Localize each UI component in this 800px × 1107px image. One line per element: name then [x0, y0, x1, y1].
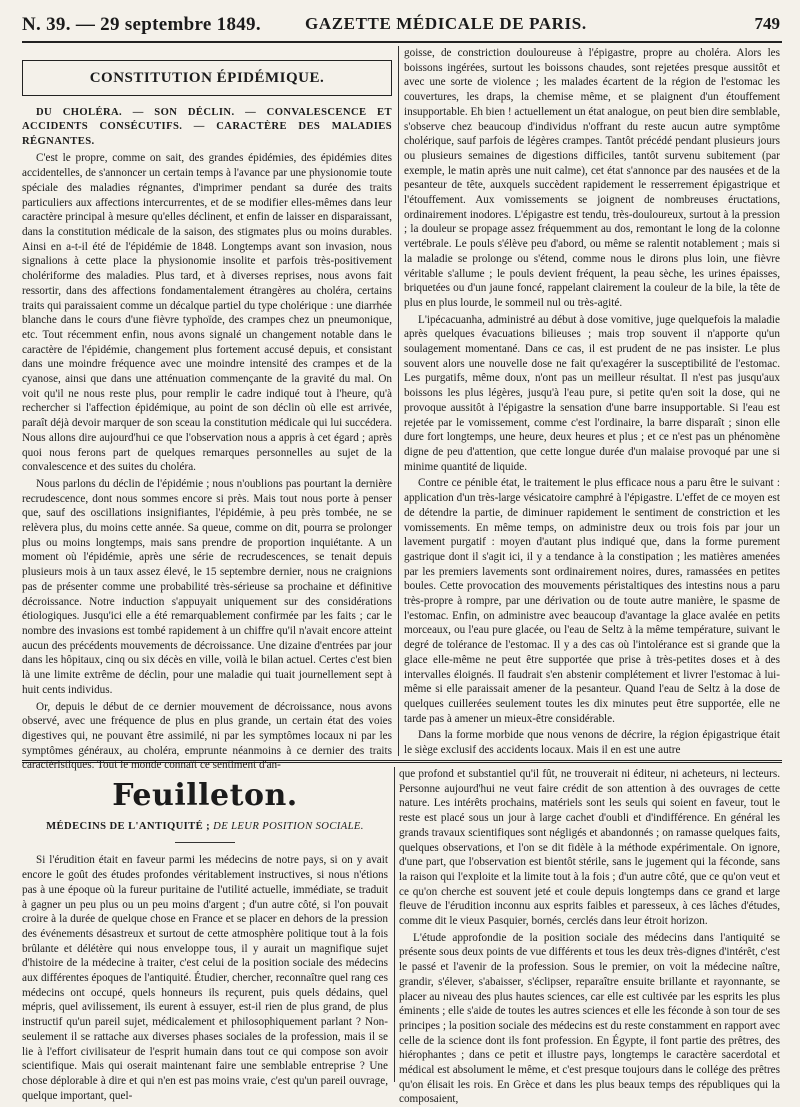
journal-title: GAZETTE MÉDICALE DE PARIS.	[305, 14, 587, 33]
article-subtitle: DU CHOLÉRA. — SON DÉCLIN. — CONVALESCENCE ET ACCIDENTS CONSÉCUTIFS. — CARACTÈRE DES MALADIES RÉGNANTES.	[22, 106, 392, 147]
section-title: CONSTITUTION ÉPIDÉMIQUE.	[89, 70, 325, 86]
article-paragraph: goisse, de constriction douloureuse à l'épigastre, propre au choléra. Alors les boissons ingérées, surtout les boissons chaudes, sont rejetées presque aussitôt et avec une sorte de violence ; les malades écartent de la région de l'estomac les couvertures, les draps, la chemise même, et se plaignent d'un étouffement insupportable. Eh bien ! actuellement un état analogue, on peut bien dire semblable, s'observe chez beaucoup d'individus n'offrant du reste aucun autre symptôme cholérique, sauf parfois de légères crampes. Tantôt précédé pendant plusieurs jours ou plusieurs semaines de digestions difficiles, tantôt survenu subitement (par exemple, le matin après une nuit calme), cet état s'annonce par des nausées et de la pesanteur de tête, auxquels succèdent rapidement le resserrement épigastrique et l'étouffement. Aux vomissements se joignent de nombreuses éructations, ordinairement inodores. L'épigastre est tendu, très-douloureux, surtout à la pression ; la douleur se propage assez fréquemment au dos, remontant le long de la colonne vertébrale. Le pouls s'élève peu d'abord, ou même se ralentit notablement ; mais si la maladie se prolonge ou s'étend, comme nous le dirons plus loin, une fièvre véritable s'allume ; le pouls devient fréquent, la peau sèche, les urines épaisses, briquetées ou d'un jaune foncé, rappelant clairement la couleur de la bile, la tête de plus en plus lourde, le sommeil nul ou très-agité.	[404, 47, 780, 309]
masthead	[22, 14, 780, 38]
feuilleton-paragraph: L'étude approfondie de la position sociale des médecins dans l'antiquité se présente sous deux points de vue différents et tous les deux très-dignes d'intérêt, c'est le passé et l'avenir de la profession. Sous le premier, on voit la médecine naître, grandir, s'élever, s'abaisser, s'éclipser, reparaître ensuite brillante et rayonnante, se placer au niveau des plus hautes sciences, car elle est cultivée par les esprits les plus éminents ; elle s'aide de toutes les autres sciences et elle les féconde à son tour de ses principes ; la position sociale des médecins est du reste constamment en rapport avec celle de la science dont ils font profession. En Égypte, il font partie des prêtres, des hiérophantes ; dans ce petit et illustre pays, longtemps le caractère sacerdotal et médical est absolument le même, et c'est presque toujours dans le collége des prêtres qu'on élisait les rois. En Grèce et dans les plus beaux temps des républiques qui la composaient,	[399, 931, 780, 1106]
header-rule	[22, 41, 782, 43]
feuilleton-paragraph: que profond et substantiel qu'il fût, ne trouverait ni éditeur, ni acheteurs, ni lecteurs. Personne aujourd'hui ne veut faire crédit de son attention à des ouvrages de cette nature. Les intérêts prochains, matériels sont les seuls qui soient en faveur, tout le reste est placé sous un jour à large cachet d'oubli et d'indifférence. En général les grands travaux scientifiques sont négligés et abandonnés ; on ramasse quelques faits, quelques observations, et l'on se dit fidèle à la méthode expérimentale. On ignore, d'une part, que l'observation est bientôt stérile, sans le jugement qui la féconde, sans la raison qui l'exploite et la limite tout à la fois ; d'un autre côté, que ce qu'on veut et ce qu'on cherche est souvent jeté et coule depuis longtemps dans ce grand et large fleuve de l'érudition inconnu aux esprits faibles et paresseux, à ces lâches d'études, comme dit le vieux Pasquier, bornés, cerclés dans leur étroit horizon.	[399, 768, 780, 928]
article-paragraph: Nous parlons du déclin de l'épidémie ; nous n'oublions pas pourtant la dernière recrudescence, dont nous sommes encore si près. Mais tout nous porte à penser que, sauf des oscillations insignifiantes, l'épidémie, à peu près tombée, ne se relèvera plus, du moins cette année. Sa queue, comme on dit, pourra se prolonger plus ou moins longtemps, mais sans prendre de proportion inquiétante. A un moment où l'épidémie, après une série de recrudescences, se tenait depuis plusieurs mois à un taux assez élevé, le 15 septembre dernier, nous ne craignions pas de présenter comme une probabilité très-sérieuse sa prochaine et définitive décroissance. Notre induction s'appuyait uniquement sur des considérations étiologiques. Jusqu'ici elle a été remarquablement confirmée par les faits ; car le nombre des invasions est tombé rapidement à un chiffre qu'il n'avait encore atteint aucun des précédents mouvements de décroissance. Une dizaine d'entrées par jour dans les hôpitaux, cinq ou six décès en ville, voilà le bilan actuel. Certes c'est bien là une limite extrême de déclin, pour une maladie qui tuait journellement sept à huit cents individus.	[22, 477, 392, 696]
feuilleton-paragraph: Si l'érudition était en faveur parmi les médecins de notre pays, si on y avait encore le goût des études profondes véritablement instructives, si nous n'étions pas à une époque où la fureur puritaine de l'utilité actuelle, immédiate, se traduit à gagner un peu plus ou un peu moins d'argent ; d'un autre côté, si l'on pouvait croire à la durée de quelque chose en France et se placer en dehors de la pression des événements désastreux et surtout de cette atmosphère politique tout à la fois brûlante et délétère qui nous enveloppe tous, il y aurait un magnifique sujet d'histoire de la médecine à traiter, c'est celui de la position sociale des médecins aux différentes époques de l'antiquité. Étudier, chercher, reconnaître quel rang ces médecins ont occupé, quels honneurs ils reçurent, puis quels dédains, quel mépris, quel avilissement, ils eurent à essuyer, est-il rien de plus grand, de plus instructif qu'un pareil sujet, médicalement et philosophiquement parlant ? Non-seulement il se rattache aux diverses phases sociales de la profession, mais il se lie à l'effort civilisateur de l'esprit humain dans tout ce qui compose son avoir scientifique. Mais qui oserait maintenant faire une semblable entreprise ? Une chose déplorable à dire et qui n'en est pas moins vraie, c'est qu'un pareil ouvrage, quelque important, quel-	[22, 854, 388, 1102]
section-title-box	[22, 60, 392, 96]
column-divider	[394, 767, 395, 1082]
feuilleton-title: Feuilleton.	[112, 778, 298, 813]
feuilleton-left-column	[22, 767, 388, 1102]
article-paragraph: Or, depuis le début de ce dernier mouvement de décroissance, nous avons observé, avec une fréquence de plus en plus grande, un certain état des voies digestives qui, ne pouvant être assimilé, ni par les symptômes locaux ni par les symptômes généraux, au choléra, emprunte néanmoins à ce dernier des traits caractéristiques. Tout le monde connaît ce sentiment d'an-	[22, 700, 392, 772]
issue-number-date: N. 39. — 29 septembre 1849.	[22, 14, 261, 35]
page-number: 749	[754, 14, 780, 33]
article-left-column	[22, 46, 392, 772]
feuilleton-right-column	[399, 767, 780, 1106]
feuilleton-subtitle	[22, 820, 388, 835]
feuilleton-subtitle-main: MÉDECINS DE L'ANTIQUITÉ ;	[46, 820, 211, 832]
article-paragraph: C'est le propre, comme on sait, des grandes épidémies, des épidémies dites accidentelles, de s'annoncer un certain temps à l'avance par une physionomie toute spéciale des maladies régnantes, d'imprimer pendant sa durée des traits particuliers aux affections intercurrentes, et de se modifier elles-mêmes dans leur caractère principal à mesure qu'elles déclinent, et enfin de laisser en disparaissant, dans la constitution médicale de la saison, des stigmates plus ou moins durables. Ainsi en a-t-il été de l'épidémie de 1848. Longtemps avant son invasion, nous signalions à cette place la physionomie insolite et parfois très-positivement cholériforme des maladies. Plus tard, et à diverses reprises, nous avons fait ressortir, dans des affections fondamentalement étrangères au choléra, certains traits qui paraissaient comme un décalque partiel du type cholérique : une diarrhée blanche dans le cours d'une fièvre typhoïde, des crampes chez un pneumonique, etc. Tout récemment enfin, nous avons signalé un changement notable dans le caractère de l'épidémie, changement plus fortement accusé depuis, et consistant dans une moindre fréquence avec une moindre intensité des crampes et de la cyanose, ainsi que dans une atténuation commençante de la gravité du mal. On voit qu'il ne nous reste plus, pour remplir le cadre indiqué tout à l'heure, qu'à rechercher si l'affection épidémique, au point de son déclin où elle est arrivée, paraît déjà devoir marquer de son sceau la constitution médicale qui lui succédera. Nous allons dire aujourd'hui ce que l'observation nous a appris à cet égard ; après quoi nous ferons part de quelques remarques personnelles au sujet de la convalescence et des suites du choléra.	[22, 152, 392, 474]
article-paragraph: L'ipécacuanha, administré au début à dose vomitive, juge quelquefois la maladie après quelques évacuations bilieuses ; mais trop souvent il n'apporte qu'un soulagement momentané. Dans ce cas, il est prudent de ne pas insister. Le plus souvent alors une nouvelle dose ne fait qu'exagérer la susceptibilité de l'estomac. Les purgatifs, même doux, n'ont pas un meilleur résultat. Il n'est pas jusqu'aux boissons les plus légères, jusqu'à l'eau pure, si petite qu'en soit la dose, qui ne provoque aussitôt à l'épigastre la sensation d'une barre insupportable. Si l'eau est rejetée par le vomissement, comme c'est l'ordinaire, la barre disparaît ; sinon elle dure fort longtemps, une heure, deux heures et plus ; et ce n'est pas un phénomène digne de peu d'attention, que cette longue durée d'un malaise provoqué par une si minime quantité de liquide.	[404, 313, 780, 473]
article-right-column	[404, 46, 780, 758]
feuilleton-subtitle-rest: DE LEUR POSITION SOCIALE.	[213, 820, 364, 832]
feuilleton-heading	[22, 778, 388, 813]
column-divider	[398, 46, 399, 756]
subtitle-rule	[175, 842, 235, 843]
article-paragraph: Dans la forme morbide que nous venons de décrire, la région épigastrique était le siège exclusif des accidents locaux. Mais il en est une autre	[404, 729, 780, 757]
article-paragraph: Contre ce pénible état, le traitement le plus efficace nous a paru être le suivant : application d'un très-large vésicatoire camphré à l'épigastre. L'effet de ce moyen est de détendre la partie, de diminuer rapidement le sentiment de constriction et les vomissements. En même temps, on administre deux ou trois fois par jour un lavement purgatif : moyen d'autant plus indiqué que, dans la forme purement gastrique dont il s'agit ici, il y a tendance à la constipation ; les matières amenées par les premiers lavements sont ordinairement noires, dures, ramassées en petites boules. Cette provocation des mouvements péristaltiques des intestins nous a paru très-propre à rompre, par une dérivation ou de toute autre manière, le spasme de l'estomac. Enfin, on administre avec beaucoup d'avantage la glace avalée en petits morceaux, ou l'eau pure glacée, ou l'eau de Seltz à la même température, suivant le degré de tolérance de l'estomac. Il y a des cas où l'intolérance est si grande que la glace elle-même ne peut être supportée que prise à très-petites doses et à des intervalles éloignés. Il faudrait s'en abstenir complétement et livrer l'estomac à lui-même si elle paraissait amener de la pesanteur. Quand l'eau de Seltz à la dose de quelques cuillerées seulement toutes les dix minutes peut être supportée, elle ne tarde pas à amener un mieux-être considérable.	[404, 477, 780, 725]
feuilleton-separator	[22, 760, 782, 763]
